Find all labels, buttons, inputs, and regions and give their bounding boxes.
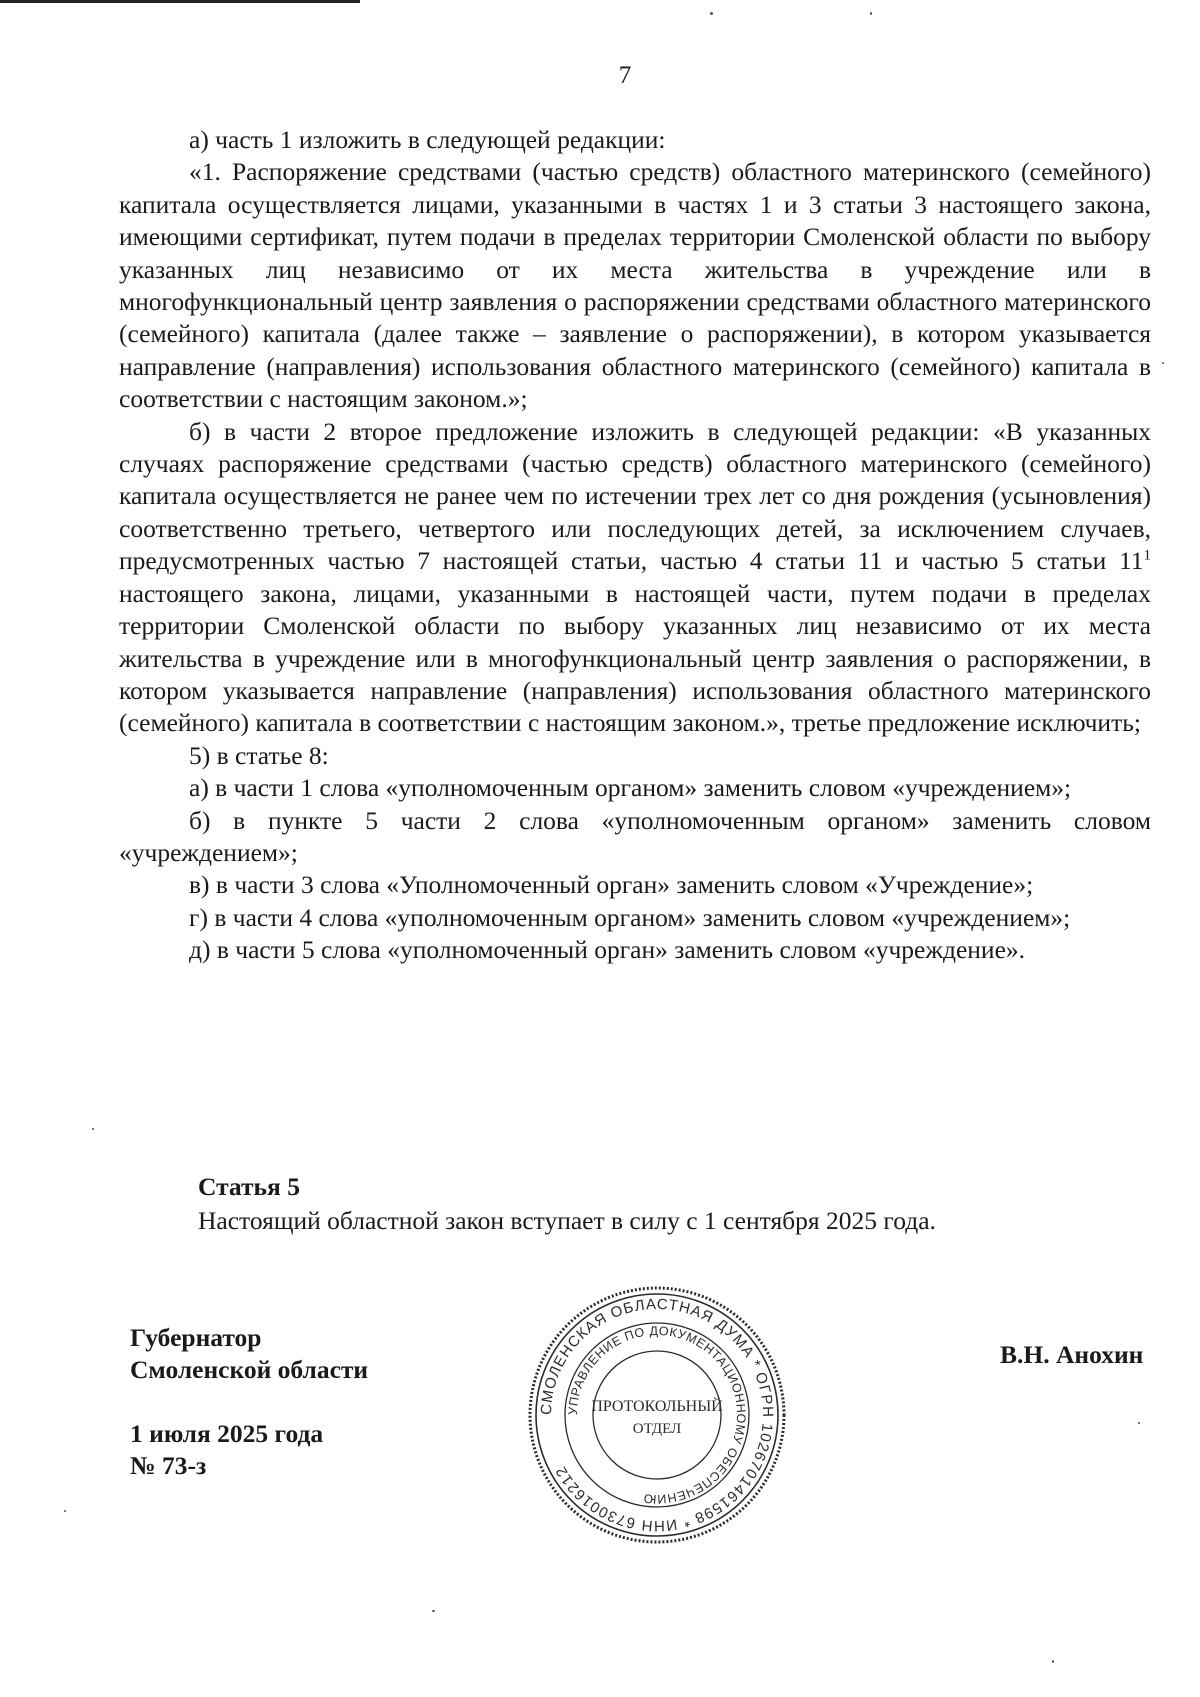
item-article8: 5) в статье 8:	[189, 740, 329, 770]
item-v: в) в части 3 слова «Уполномоченный орган» заменить словом «Учреждение»;	[189, 870, 1034, 900]
scan-top-edge	[0, 0, 360, 3]
paragraph-a: а) часть 1 изложить в следующей редакции:	[189, 125, 666, 154]
item-b: б) в пункте 5 части 2 слова «уполномоченным органом» заменить словом «учреждением»;	[119, 805, 1151, 867]
seal-outer-text: СМОЛЕНСКАЯ ОБЛАСТНАЯ ДУМА * ОГРН 1026701461598 * ИНН 6730016212	[537, 1295, 777, 1535]
item-a: а) в части 1 слова «уполномоченным органом» заменить словом «учреждением»;	[189, 773, 1072, 803]
scan-speck	[1162, 362, 1164, 364]
scan-speck	[92, 1128, 94, 1130]
law-date: 1 июля 2025 года	[130, 1419, 324, 1448]
paragraph-b-text-1: б) в части 2 второе предложение изложить в следующей редакции: «В указанных случаях распоряжение средствами (частью средств) областного материнского (семейного) капитала осуществляется не ранее чем по истечении трех лет со дня рождения (усыновления) соответственно третьего, четвертого или последующих детей, за исключением случаев, предусмотренных частью 7 настоящей статьи, частью 4 статьи 11 и частью 5 статьи 11	[119, 416, 1151, 576]
scan-speck	[1052, 1660, 1054, 1663]
seal-inner-text: УПРАВЛЕНИЕ ПО ДОКУМЕНТАЦИОННОМУ ОБЕСПЕЧЕНИЮ	[565, 1323, 749, 1507]
item-g: г) в части 4 слова «уполномоченным органом» заменить словом «учреждением»;	[189, 902, 1071, 932]
page-number: 7	[618, 62, 632, 89]
item-d: д) в части 5 слова «уполномоченный орган» заменить словом «учреждение».	[189, 935, 1026, 965]
article-heading: Статья 5	[198, 1172, 300, 1201]
amendments-text	[119, 124, 1151, 967]
signatory-name: В.Н. Анохин	[1000, 1340, 1144, 1369]
paragraph-part1-text: «1. Распоряжение средствами (частью средств) областного материнского (семейного) капитала осуществляется лицами, указанными в частях 1 и 3 статьи 3 настоящего закона, имеющими сертификат, путем подачи в пределах территории Смоленской области по выбору указанных лиц независимо от их места жительства в учреждение или в многофункциональный центр заявления о распоряжении средствами областного материнского (семейного) капитала (далее также – заявление о распоряжении), в котором указывается направление (направления) использования областного материнского (семейного) капитала в соответствии с настоящим законом.»;	[119, 157, 1151, 414]
paragraph-b-text-2: настоящего закона, лицами, указанными в настоящей части, путем подачи в пределах территории Смоленской области по выбору указанных лиц независимо от их места жительства в учреждение или в многофункциональный центр заявления о распоряжении, в котором указывается направление (направления) использования областного материнского (семейного) капитала в соответствии с настоящим законом.», третье предложение исключить;	[119, 578, 1151, 738]
seal-center-line1: ПРОТОКОЛЬНЫЙ	[591, 1398, 723, 1415]
official-seal	[522, 1280, 792, 1550]
scan-speck	[64, 1510, 66, 1512]
law-date-number	[130, 1418, 323, 1482]
seal-center-line2: ОТДЕЛ	[632, 1421, 682, 1437]
signatory-title-line1: Губернатор	[130, 1323, 262, 1352]
signatory-title	[130, 1322, 368, 1386]
article-5	[198, 1170, 936, 1238]
scan-speck	[870, 12, 872, 15]
scan-speck	[710, 12, 713, 15]
law-number: № 73-з	[130, 1451, 207, 1480]
superscript-1: 1	[1143, 547, 1151, 564]
article-text: Настоящий областной закон вступает в силу с 1 сентября 2025 года.	[198, 1206, 936, 1235]
scan-speck	[1138, 1422, 1140, 1424]
seal-inner-ring	[593, 1351, 721, 1479]
paragraph-b	[119, 416, 1151, 740]
scan-speck	[432, 1610, 435, 1612]
signatory-title-line2: Смоленской области	[130, 1355, 369, 1384]
